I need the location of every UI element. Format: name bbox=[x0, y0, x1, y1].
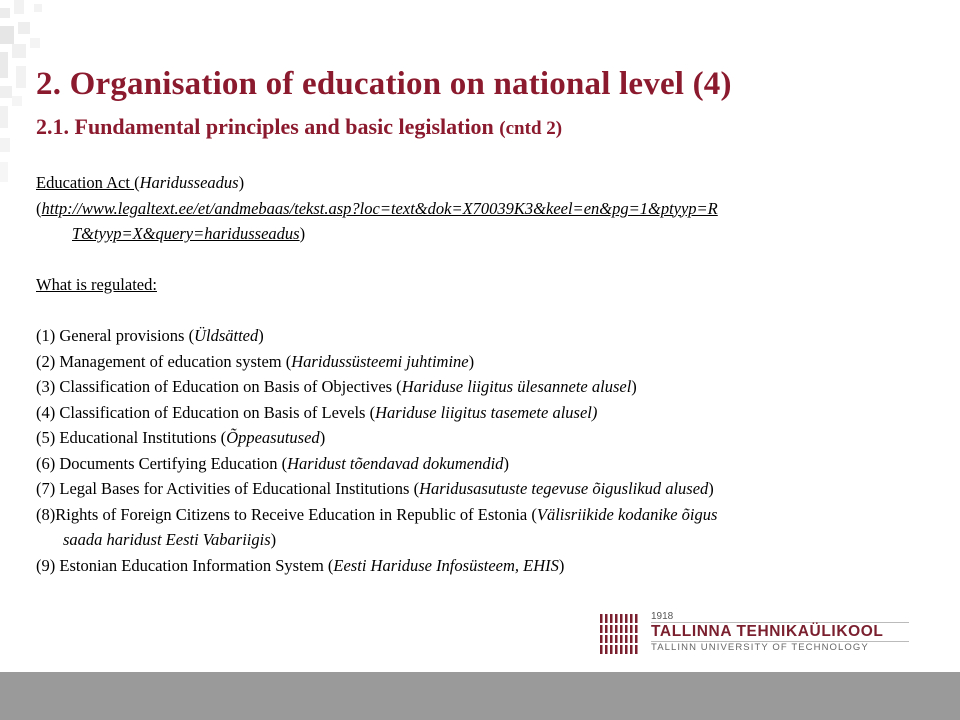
act-name: Education Act bbox=[36, 173, 135, 192]
item-number: (6) bbox=[36, 453, 60, 473]
regulated-items-list bbox=[36, 323, 936, 578]
item-estonian-text: Haridust tõendavad dokumendid bbox=[287, 453, 504, 473]
item-number: (9) bbox=[36, 555, 60, 575]
item-english-text: General provisions ( bbox=[59, 326, 195, 345]
item-number: (5) bbox=[36, 428, 60, 447]
logo-year: 1918 bbox=[651, 611, 674, 622]
act-url-link-part-2[interactable]: T&tyyp=X&query=haridusseadus bbox=[72, 224, 300, 243]
item-closing: ) bbox=[631, 377, 637, 396]
regulated-item bbox=[36, 476, 936, 502]
item-estonian-text: Õppeasutused bbox=[226, 428, 320, 447]
item-number: (2) bbox=[36, 351, 60, 371]
item-estonian-text: Välisriikide kodanike õigus bbox=[536, 504, 718, 524]
item-english-text: Educational Institutions ( bbox=[59, 428, 227, 447]
footer-band bbox=[0, 672, 960, 720]
act-url-line-2: T&tyyp=X&query=haridusseadus) bbox=[72, 224, 306, 243]
item-english-text: Classification of Education on Basis of Levels ( bbox=[59, 402, 376, 422]
regulated-item bbox=[36, 400, 936, 426]
university-logo bbox=[599, 610, 910, 656]
regulated-item bbox=[36, 349, 936, 375]
regulated-item bbox=[36, 451, 936, 477]
item-number: (3) bbox=[36, 377, 60, 396]
regulated-item bbox=[36, 374, 936, 400]
item-estonian-text: Eesti Hariduse Infosüsteem, EHIS bbox=[333, 555, 559, 575]
regulated-heading: What is regulated: bbox=[36, 275, 157, 294]
item-closing: ) bbox=[708, 479, 714, 498]
item-closing: ) bbox=[558, 555, 565, 575]
item-english-text: Rights of Foreign Citizens to Receive Education in Republic of Estonia ( bbox=[55, 504, 537, 524]
item-estonian-text: Üldsätted bbox=[194, 326, 259, 345]
subtitle-main: 2.1. Fundamental principles and basic legislation bbox=[36, 114, 500, 139]
spacer bbox=[36, 247, 936, 273]
logo-university-english: TALLINN UNIVERSITY OF TECHNOLOGY bbox=[651, 642, 869, 653]
item-estonian-text: Hariduse liigitus ülesannete alusel bbox=[401, 377, 632, 396]
item-english-text: Management of education system ( bbox=[59, 351, 292, 371]
item-closing: ) bbox=[270, 530, 277, 549]
item-closing: ) bbox=[319, 428, 326, 447]
item-number: (7) bbox=[36, 479, 60, 498]
subtitle-continued: (cntd 2) bbox=[499, 118, 563, 139]
item-estonian-text: Haridusasutuste tegevuse õiguslikud alused bbox=[419, 479, 709, 498]
regulated-item bbox=[36, 502, 936, 528]
act-line: Education Act (Haridusseadus) bbox=[36, 173, 245, 192]
item-closing: ) bbox=[258, 326, 264, 345]
item-estonian-text: Haridussüsteemi juhtimine bbox=[291, 351, 469, 371]
logo-university-name: TALLINNA TEHNIKAÜLIKOOL bbox=[651, 623, 884, 640]
item-english-text: Documents Certifying Education ( bbox=[59, 453, 288, 473]
act-url-line-1: (http://www.legaltext.ee/et/andmebaas/tekst.asp?loc=text&dok=X70039K3&keel=en&pg=1&ptyyp=R bbox=[36, 198, 718, 218]
item-closing: ) bbox=[468, 351, 475, 371]
item-estonian-text: saada haridust Eesti Vabariigis bbox=[63, 530, 271, 549]
logo-bars-icon bbox=[599, 610, 644, 656]
act-native-name: Haridusseadus bbox=[139, 173, 239, 192]
slide-title: 2. Organisation of education on national level (4) bbox=[36, 66, 732, 102]
item-number: (8) bbox=[36, 504, 56, 524]
slide-subtitle bbox=[36, 114, 562, 140]
item-english-text: Classification of Education on Basis of Objectives ( bbox=[59, 377, 402, 396]
item-english-text: Legal Bases for Activities of Educational Institutions ( bbox=[59, 479, 420, 498]
spacer bbox=[36, 298, 936, 324]
regulated-item bbox=[36, 425, 936, 451]
item-closing: ) bbox=[503, 453, 509, 473]
slide-body bbox=[36, 170, 936, 578]
item-number: (1) bbox=[36, 326, 60, 345]
regulated-item bbox=[36, 553, 936, 579]
regulated-item bbox=[36, 323, 936, 349]
item-number: (4) bbox=[36, 402, 60, 422]
item-estonian-text: Hariduse liigitus tasemete alusel) bbox=[375, 402, 598, 422]
regulated-item bbox=[36, 527, 936, 553]
item-english-text: Estonian Education Information System ( bbox=[59, 555, 334, 575]
act-url-link-part-1[interactable]: http://www.legaltext.ee/et/andmebaas/tekst.asp?loc=text&dok=X70039K3&keel=en&pg=1&ptyyp=R bbox=[41, 198, 718, 218]
